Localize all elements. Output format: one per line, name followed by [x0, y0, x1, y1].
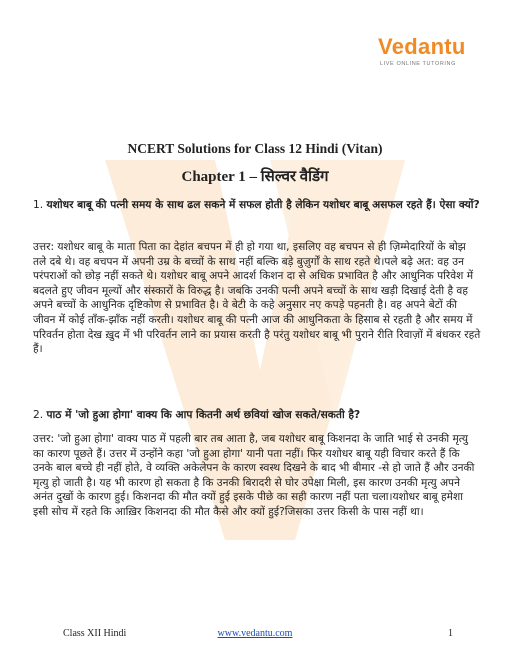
question-text: यशोधर बाबू की पत्नी समय के साथ ढल सकने में सफल होती है लेकिन यशोधर बाबू असफल रहते हैं। ऐसा क्यों? — [46, 199, 480, 211]
document-title: NCERT Solutions for Class 12 Hindi (Vitan) — [127, 141, 383, 156]
question-text: पाठ में 'जो हुआ होगा' वाक्य कि आप कितनी अर्थ छवियां खोज सकते/सकती है? — [46, 409, 361, 421]
page-number: 1 — [448, 628, 453, 639]
question-2 — [33, 408, 481, 423]
answer-1: उत्तर: यशोधर बाबू के माता पिता का देहांत बचपन में ही हो गया था, इसलिए वह बचपन से ही ज़िम्मेदारियों के बोझ तले दबे थे। वह बचपन में अपनी उम्र के बच्चों के साथ नहीं बल्कि बड़े बुज़ुर्गों के साथ रहते थे।पले बढ़े अत: वह उन परंपराओं को छोड़ नहीं सकते थे। यशोधर बाबू अपने आदर्श किशन दा से अधिक प्रभावित है और आधुनिक परिवेश में बदलते हुए जीवन मूल्यों और संस्कारों के विरुद्ध है। जबकि उनकी पत्नी अपने बच्चों के साथ खड़ी दिखाई देती है वह अपने बच्चों के आधुनिक दृष्टिकोण से प्रभावित है। वे बेटी के कहे अनुसार नए कपड़े पहनती है। वह अपने बेटों की जीवन में कोई ताँक-झाँक नहीं करती। यशोधर बाबू की पत्नी आज की आधुनिकता के हिसाब से रहती है और समय में परिवर्तन होता देख ख़ुद में भी परिवर्तन लाने का प्रयास करती है परंतु यशोधर बाबू भी पुराने रीति रिवाज़ों में बंधकर रहते हैं। — [33, 241, 481, 356]
footer-website-link[interactable]: www.vedantu.com — [217, 628, 293, 639]
logo-wordmark: Vedantu — [378, 34, 466, 59]
question-number: 1. — [33, 199, 44, 211]
question-1 — [33, 198, 481, 213]
logo-tagline: LIVE ONLINE TUTORING — [380, 61, 456, 67]
answer-2: उत्तर: 'जो हुआ होगा' वाक्य पाठ में पहली बार तब आता है, जब यशोधर बाबू किशनदा के जाति भाई से उनकी मृत्यु का कारण पूछते हैं। उत्तर में उन्होंने कहा 'जो हुआ होगा' यानी पता नहीं। फिर यशोधर बाबू यही विचार करते हैं कि उनके बाल बच्चे ही नहीं होते, वे व्यक्ति अकेलेपन के कारण स्वस्थ दिखने के बाद भी बीमार -से हो जाते हैं और उनकी मृत्यु हो जाती है। यह भी कारण हो सकता है कि उनकी बिरादरी से घोर उपेक्षा मिली, इस कारण उनकी मृत्यु अपने अनंत दुखों के कारण हुई। किशनदा की मौत क्यों हुई इसके पीछे का सही कारण नहीं पता चला।यशोधर बाबू हमेशा इसी सोच में रहते कि आख़िर किशनदा की मौत कैसे और क्यों हुई?जिसका उत्तर किसी के पास नहीं था। — [33, 433, 475, 518]
vedantu-logo[interactable] — [370, 32, 480, 72]
question-number: 2. — [33, 409, 44, 421]
chapter-heading: Chapter 1 – सिल्वर वैडिंग — [181, 169, 329, 185]
footer-class-label: Class XII Hindi — [63, 628, 127, 639]
